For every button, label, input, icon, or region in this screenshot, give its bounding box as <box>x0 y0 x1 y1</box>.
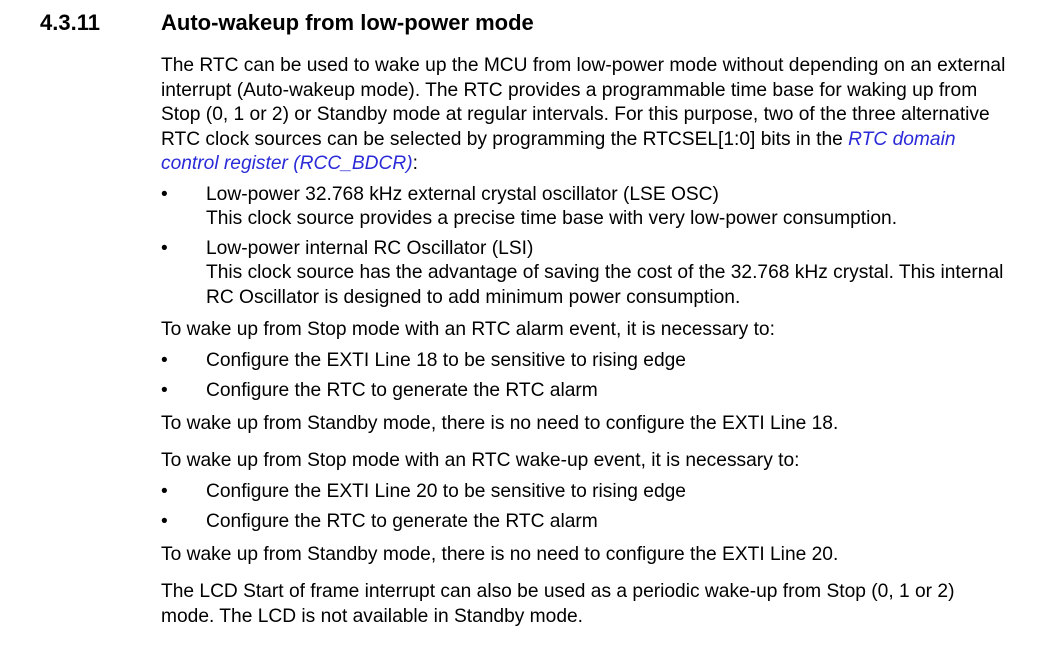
intro-text: The RTC can be used to wake up the MCU from low-power mode without depending on an external interrupt (Auto-wakeup mode). The RTC provides a programmable time base for waking up from Stop (0, 1 or 2) or Standby mode at regular intervals. For this purpose, two of the three alternative RTC clock sources can be selected by programming the RTCSEL[1:0] bits in the <box>161 55 1006 150</box>
bullet-icon: • <box>161 380 168 401</box>
step-text: Configure the EXTI Line 18 to be sensitive to rising edge <box>206 349 686 371</box>
lcd-note: The LCD Start of frame interrupt can also be used as a periodic wake-up from Stop (0, 1 or 2) mode. The LCD is not available in Standby mode. <box>161 581 955 627</box>
clock-source-title: Low-power 32.768 kHz external crystal oscillator (LSE OSC) <box>206 183 719 205</box>
alarm-standby-note: To wake up from Standby mode, there is no need to configure the EXTI Line 18. <box>161 412 839 434</box>
step-text: Configure the RTC to generate the RTC alarm <box>206 380 598 401</box>
bullet-icon: • <box>161 349 168 371</box>
bullet-icon: • <box>161 480 168 502</box>
list-item <box>161 480 1011 505</box>
wakeup-standby-note: To wake up from Standby mode, there is no need to configure the EXTI Line 20. <box>161 543 839 565</box>
list-item <box>161 237 1011 311</box>
section-body <box>161 54 1011 629</box>
clock-source-list <box>161 183 1011 311</box>
rcc-bdcr-link[interactable]: RTC domain control register (RCC_BDCR) <box>161 128 956 174</box>
intro-text-end: : <box>412 153 418 174</box>
wakeup-lead: To wake up from Stop mode with an RTC wake-up event, it is necessary to: <box>161 450 800 471</box>
clock-source-description: This clock source has the advantage of saving the cost of the 32.768 kHz crystal. This internal RC Oscillator is designed to add minimum power consumption. <box>206 262 1004 308</box>
clock-source-title: Low-power internal RC Oscillator (LSI) <box>206 237 534 259</box>
list-item <box>161 379 1011 404</box>
bullet-icon: • <box>161 511 168 532</box>
intro-paragraph <box>161 54 1011 177</box>
section-number: 4.3.11 <box>40 10 100 35</box>
step-text: Configure the RTC to generate the RTC alarm <box>206 511 598 532</box>
step-text: Configure the EXTI Line 20 to be sensitive to rising edge <box>206 480 686 502</box>
clock-source-description: This clock source provides a precise time base with very low-power consumption. <box>206 208 898 229</box>
section-title: Auto-wakeup from low-power mode <box>161 10 534 35</box>
bullet-icon: • <box>161 237 168 259</box>
bullet-icon: • <box>161 183 168 205</box>
alarm-steps <box>161 349 1011 404</box>
list-item <box>161 349 1011 374</box>
wakeup-steps <box>161 480 1011 535</box>
list-item <box>161 183 1011 232</box>
list-item <box>161 510 1011 535</box>
alarm-lead: To wake up from Stop mode with an RTC alarm event, it is necessary to: <box>161 319 775 340</box>
